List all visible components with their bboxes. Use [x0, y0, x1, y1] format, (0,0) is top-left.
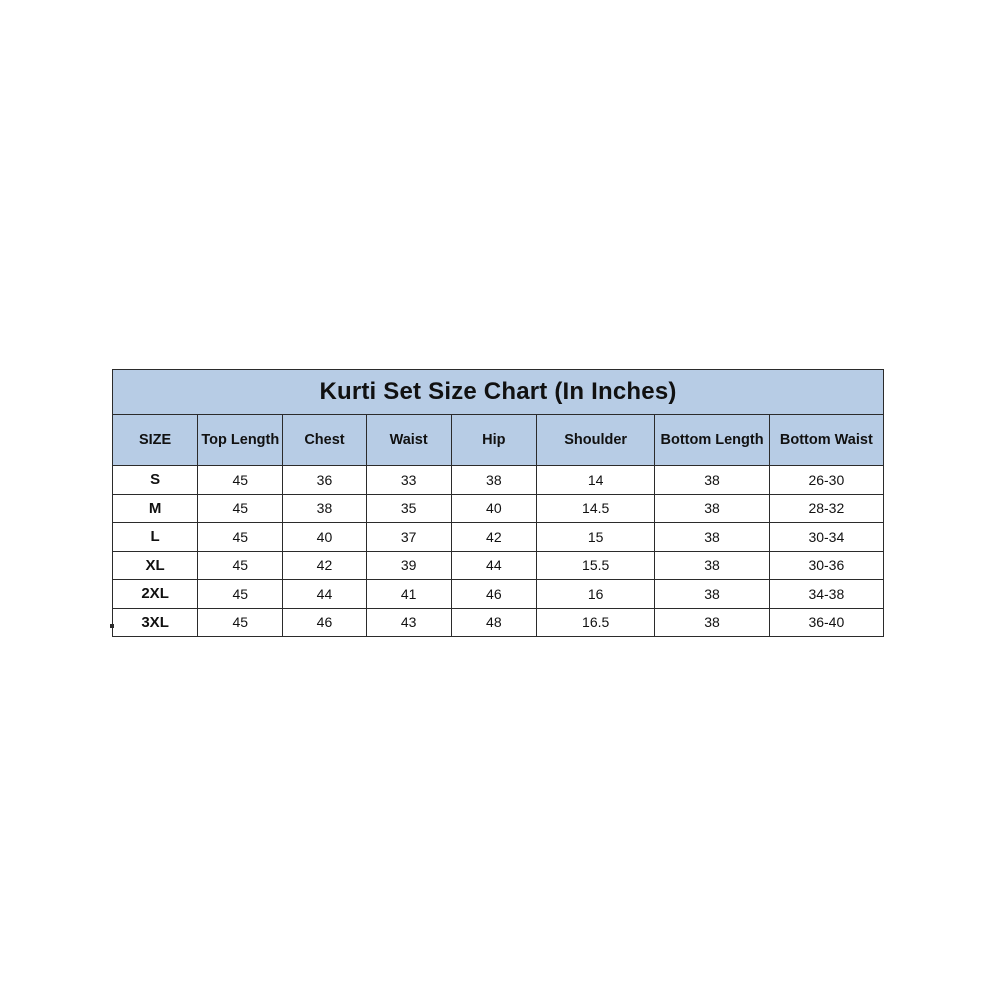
cell-chest: 42 [283, 551, 366, 580]
cell-chest: 46 [283, 608, 366, 637]
cell-bottom-waist: 30-36 [769, 551, 883, 580]
cell-bottom-waist: 36-40 [769, 608, 883, 637]
column-header-size: SIZE [113, 415, 198, 466]
cell-waist: 39 [366, 551, 451, 580]
column-header-chest: Chest [283, 415, 366, 466]
cell-shoulder: 14.5 [536, 494, 654, 523]
cell-top-length: 45 [198, 551, 283, 580]
cell-top-length: 45 [198, 466, 283, 495]
cell-hip: 38 [451, 466, 536, 495]
table-row [113, 608, 884, 637]
cell-bottom-waist: 28-32 [769, 494, 883, 523]
cell-top-length: 45 [198, 580, 283, 609]
cell-chest: 38 [283, 494, 366, 523]
cell-hip: 48 [451, 608, 536, 637]
cell-bottom-waist: 34-38 [769, 580, 883, 609]
cell-waist: 41 [366, 580, 451, 609]
cell-shoulder: 16.5 [536, 608, 654, 637]
cell-chest: 44 [283, 580, 366, 609]
cell-bottom-waist: 30-34 [769, 523, 883, 552]
column-header-bottom-length: Bottom Length [655, 415, 769, 466]
table-row [113, 466, 884, 495]
cell-bottom-length: 38 [655, 523, 769, 552]
cell-size: XL [113, 551, 198, 580]
cell-hip: 44 [451, 551, 536, 580]
cell-waist: 37 [366, 523, 451, 552]
table-row [113, 551, 884, 580]
cell-size: 3XL [113, 608, 198, 637]
table-row [113, 494, 884, 523]
cell-top-length: 45 [198, 494, 283, 523]
table-row [113, 580, 884, 609]
column-header-hip: Hip [451, 415, 536, 466]
cell-top-length: 45 [198, 523, 283, 552]
cell-waist: 35 [366, 494, 451, 523]
cell-chest: 40 [283, 523, 366, 552]
column-header-shoulder: Shoulder [536, 415, 654, 466]
cell-shoulder: 15.5 [536, 551, 654, 580]
cell-top-length: 45 [198, 608, 283, 637]
cell-chest: 36 [283, 466, 366, 495]
corner-tick-mark [110, 624, 114, 628]
cell-bottom-length: 38 [655, 551, 769, 580]
cell-hip: 40 [451, 494, 536, 523]
cell-hip: 46 [451, 580, 536, 609]
cell-shoulder: 16 [536, 580, 654, 609]
cell-size: L [113, 523, 198, 552]
column-header-bottom-waist: Bottom Waist [769, 415, 883, 466]
chart-title-row [113, 370, 884, 415]
cell-shoulder: 15 [536, 523, 654, 552]
cell-bottom-length: 38 [655, 580, 769, 609]
column-header-waist: Waist [366, 415, 451, 466]
cell-bottom-waist: 26-30 [769, 466, 883, 495]
cell-hip: 42 [451, 523, 536, 552]
cell-waist: 33 [366, 466, 451, 495]
cell-shoulder: 14 [536, 466, 654, 495]
size-chart-table [112, 369, 884, 637]
column-header-top-length: Top Length [198, 415, 283, 466]
chart-title: Kurti Set Size Chart (In Inches) [113, 370, 884, 415]
table-row [113, 523, 884, 552]
cell-size: S [113, 466, 198, 495]
table-header-row [113, 415, 884, 466]
size-chart-container [112, 369, 884, 637]
cell-size: 2XL [113, 580, 198, 609]
cell-size: M [113, 494, 198, 523]
cell-bottom-length: 38 [655, 494, 769, 523]
cell-bottom-length: 38 [655, 466, 769, 495]
cell-bottom-length: 38 [655, 608, 769, 637]
cell-waist: 43 [366, 608, 451, 637]
